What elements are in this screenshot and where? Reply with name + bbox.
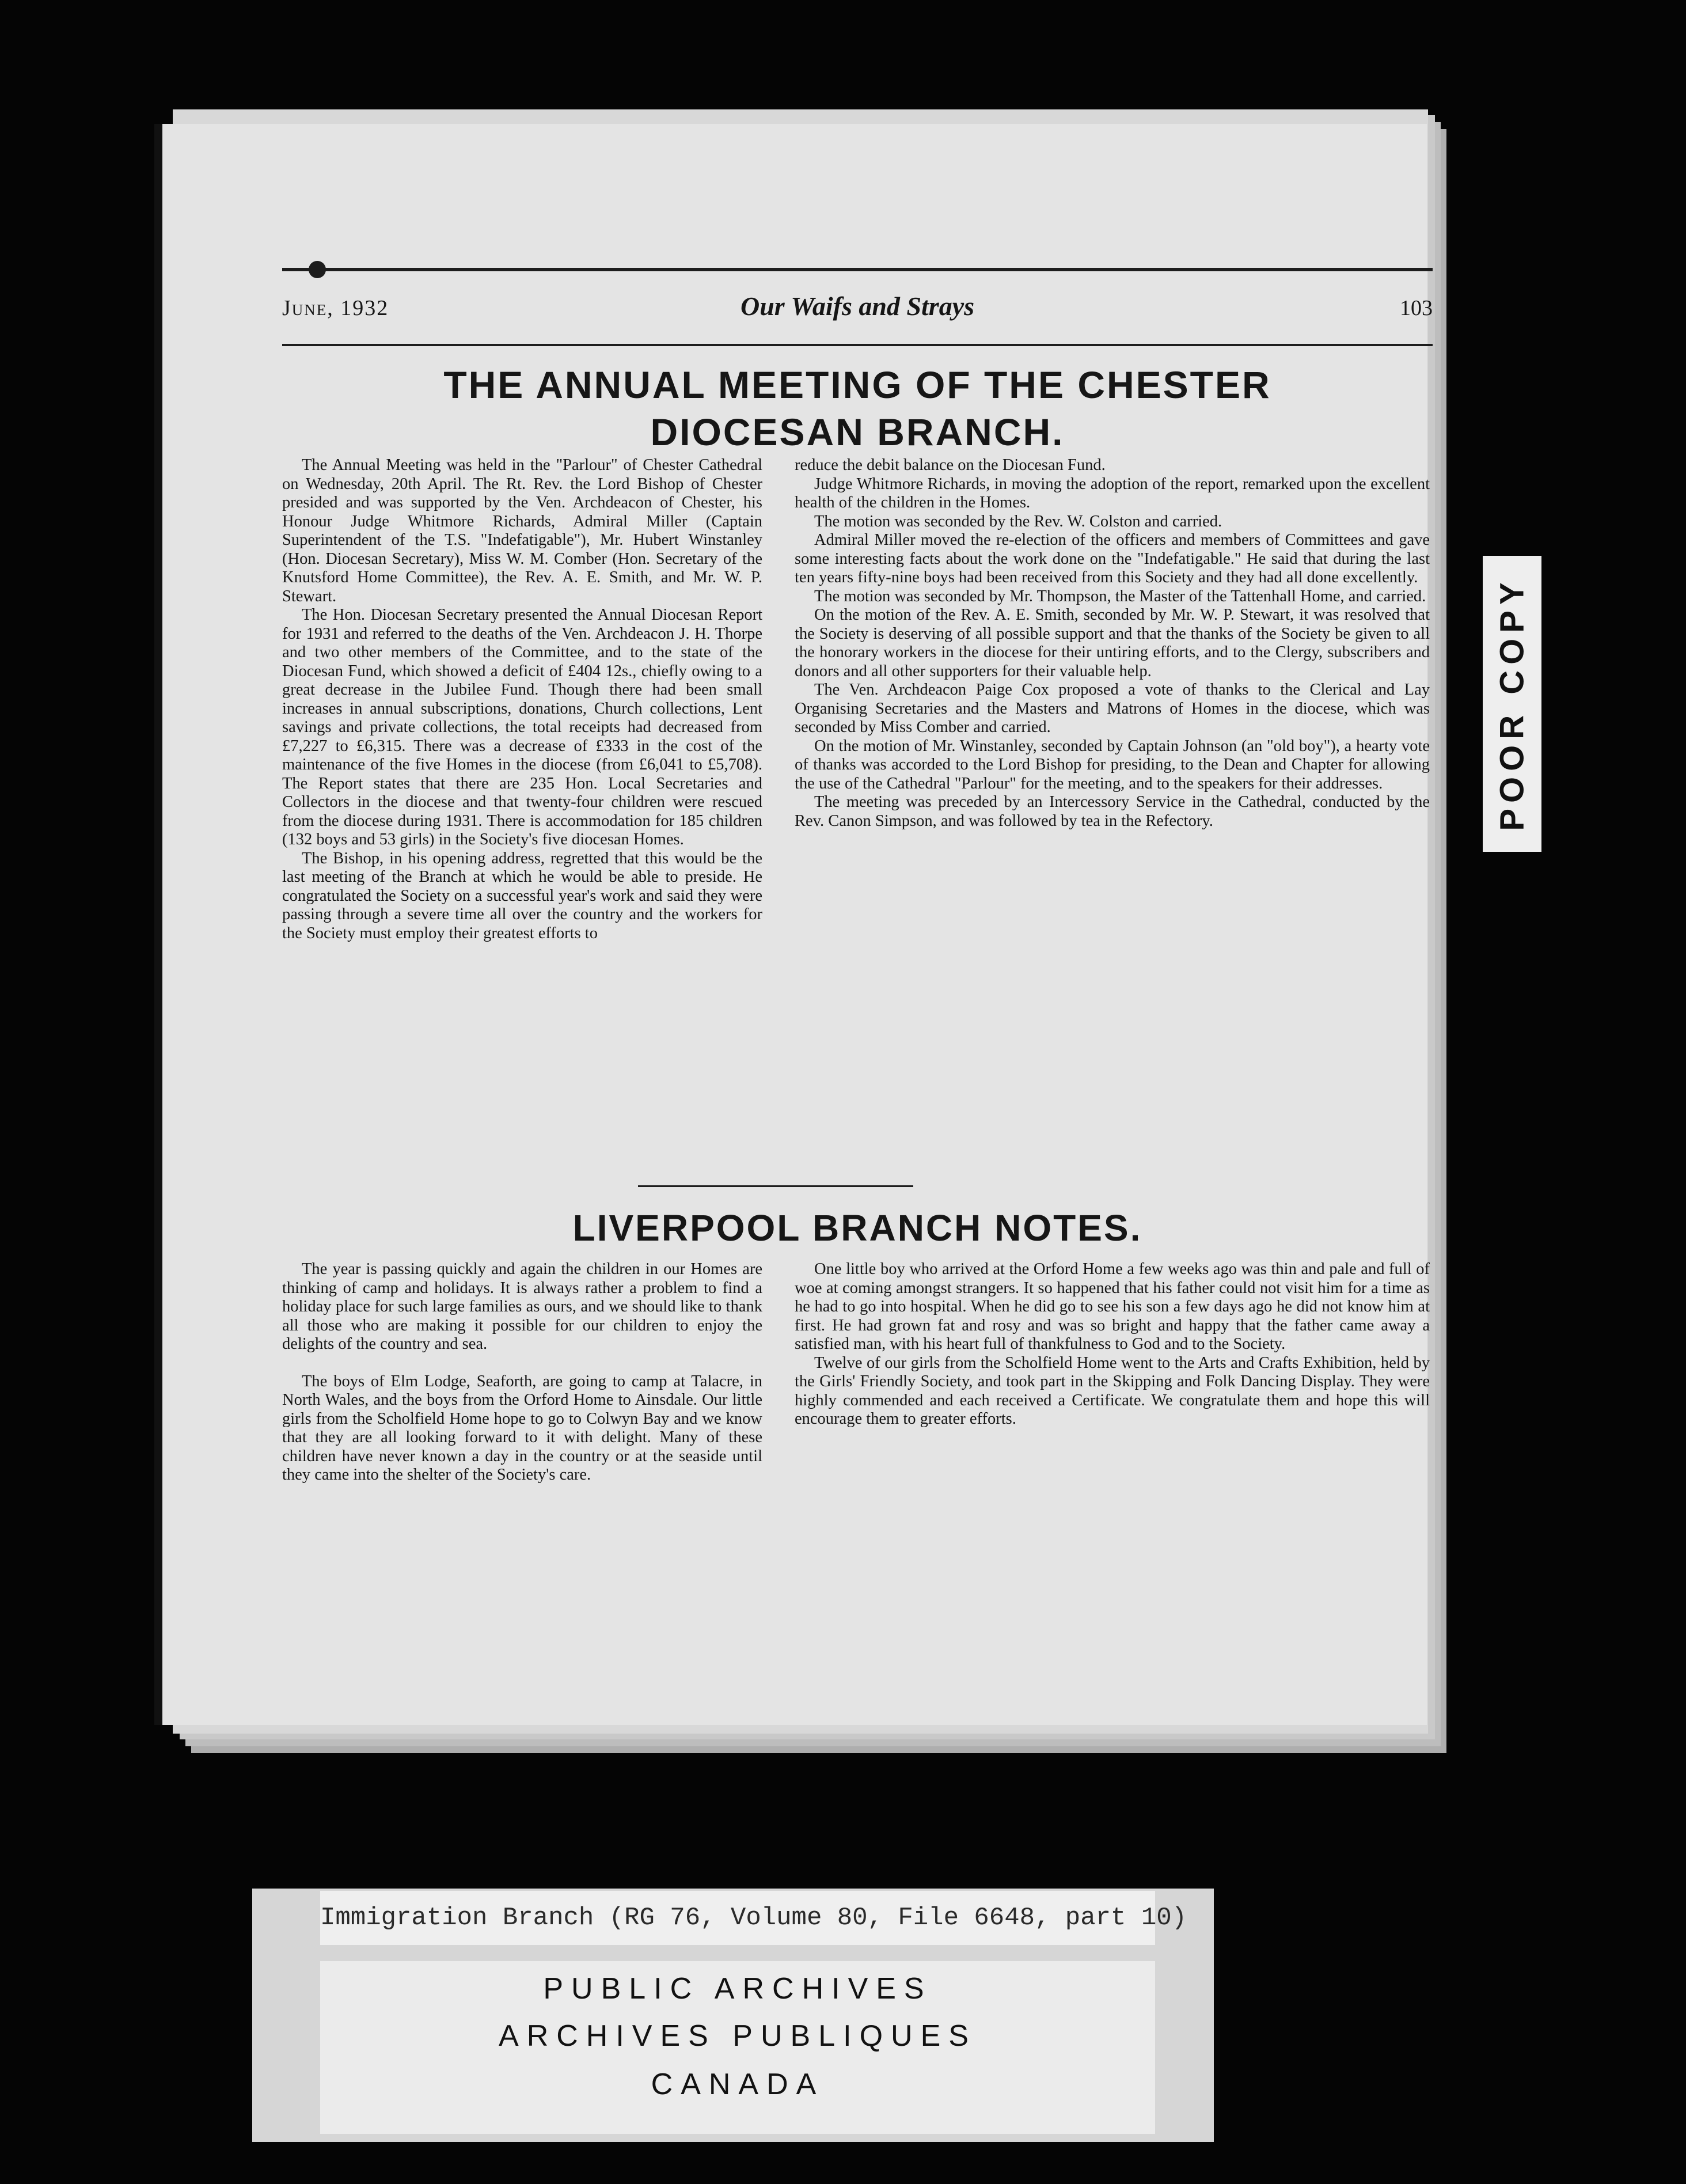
header-rule-bottom — [282, 344, 1433, 346]
archive-reference: Immigration Branch (RG 76, Volume 80, File 6648, part 10) — [320, 1891, 1155, 1945]
paragraph: The motion was seconded by the Rev. W. Colston and carried. — [814, 512, 1222, 530]
paragraph: The Annual Meeting was held in the "Parlour" of Chester Cathedral on Wednesday, 20th April. The Rt. Rev. the Lord Bishop of Chester presided and was supported by the Ven. Archdeacon of Chester, his Honour Judge Whitmore Richards, Admiral Miller (Captain Superintendent of the T.S. "Indefatigable"), Mr. Hubert Winstanley (Hon. Diocesan Secretary), Miss W. M. Comber (Hon. Secretary of the Knutsford Home Committee), the Rev. A. E. Smith, and Mr. W. P. Stewart. — [282, 456, 762, 605]
archive-line-country: CANADA — [651, 2068, 825, 2101]
paragraph: The Ven. Archdeacon Paige Cox proposed a vote of thanks to the Clerical and Lay Organising Secretaries and the Masters and Matrons of Homes in the diocese, which was seconded by Miss Comber and carried. — [795, 681, 1430, 736]
liverpool-column-right — [795, 1260, 1430, 1429]
paragraph: reduce the debit balance on the Diocesan Fund. — [795, 456, 1106, 474]
paragraph: Admiral Miller moved the re-election of the officers and members of Committees and gave some interesting facts about the work done on the "Indefatigable." He said that during the last ten years fifty-nine boys had been received from this Society and they had all done excellently. — [795, 531, 1430, 586]
article-title-liverpool: LIVERPOOL BRANCH NOTES. — [572, 1207, 1142, 1249]
archive-line-french: ARCHIVES PUBLIQUES — [499, 2019, 977, 2053]
publication-title: Our Waifs and Strays — [740, 291, 975, 321]
paragraph: The Hon. Diocesan Secretary presented the Annual Diocesan Report for 1931 and referred to the deaths of the Ven. Archdeacon J. H. Thorpe and two other members of the Committee, and to the state of the Diocesan Fund, which showed a deficit of £404 12s., chiefly owing to a great decrease in the Jubilee Fund. Though there had been small increases in annual subscriptions, donations, Church collections, Lent savings and private collections, the total receipts had decreased from £7,227 to £6,315. There was a decrease of £333 in the cost of the maintenance of the five Homes in the diocese (from £6,041 to £5,708). The Report states that there are 235 Hon. Local Secretaries and Collectors in the diocese and that twenty-four children were rescued from the diocese during 1931. There is accommodation for 185 children (132 boys and 53 girls) in the Society's five diocesan Homes. — [282, 606, 762, 848]
paragraph: One little boy who arrived at the Orford Home a few weeks ago was thin and pale and full of woe at coming amongst strangers. It so happened that his father could not visit him for a time as he had to go into hospital. When he did go to see his son a few days ago he did not know him at first. He had grown fat and rosy and was so bright and happy that the father came away a satisfied man, with his heart full of thankfulness to God and to the Society. — [795, 1260, 1430, 1353]
article-title-chester — [282, 361, 1433, 456]
paragraph: The meeting was preceded by an Intercessory Service in the Cathedral, conducted by the Rev. Canon Simpson, and was followed by tea in the Refectory. — [795, 793, 1430, 830]
article-title-line-2: DIOCESAN BRANCH. — [650, 411, 1065, 453]
paragraph: Twelve of our girls from the Scholfield Home went to the Arts and Crafts Exhibition, held by the Girls' Friendly Society, and took part in the Skipping and Folk Dancing Display. They were highly commended and each received a Certificate. We congratulate them and hope this will encourage them to greater efforts. — [795, 1353, 1430, 1428]
running-head — [282, 291, 1433, 337]
header-ornament-icon — [309, 261, 326, 278]
paragraph: The year is passing quickly and again the children in our Homes are thinking of camp and holidays. It is always rather a problem to find a holiday place for such large families as ours, and we should like to thank all those who are making it possible for our children to enjoy the delights of the country and sea. — [282, 1260, 762, 1353]
paragraph: On the motion of Mr. Winstanley, seconded by Captain Johnson (an "old boy"), a hearty vote of thanks was accorded to the Lord Bishop for presiding, to the Dean and Chapter for allowing the use of the Cathedral "Parlour" for the meeting, and to the speakers for their addresses. — [795, 737, 1430, 793]
page-binding-edge — [154, 124, 162, 1725]
page-number: 103 — [1400, 296, 1433, 320]
document-page — [154, 124, 1433, 1725]
archive-line-english: PUBLIC ARCHIVES — [543, 1972, 932, 2005]
paragraph: Judge Whitmore Richards, in moving the adoption of the report, remarked upon the excellent health of the children in the Homes. — [795, 475, 1430, 511]
paragraph: On the motion of the Rev. A. E. Smith, seconded by Mr. W. P. Stewart, it was resolved that the Society is deserving of all possible support and that the thanks of the Society be given to all the honorary workers in the diocese for their untiring efforts, and to the Clergy, subscribers and donors and all other supporters for their valuable help. — [795, 606, 1430, 680]
paragraph: The motion was seconded by Mr. Thompson, the Master of the Tattenhall Home, and carried. — [814, 587, 1426, 605]
stamp-text: POOR COPY — [1493, 577, 1531, 831]
paragraph: The boys of Elm Lodge, Seaforth, are going to camp at Talacre, in North Wales, and the boys from the Orford Home to Ainsdale. Our little girls from the Scholfield Home hope to go to Colwyn Bay and we know that they are all looking forward to it with delight. Many of these children have never known a day in the country or at the seaside until they came into the shelter of the Society's care. — [282, 1372, 762, 1484]
poor-copy-stamp — [1483, 556, 1541, 852]
header-rule-top — [282, 268, 1433, 271]
issue-date: June, 1932 — [282, 296, 389, 320]
chester-column-left — [282, 456, 762, 943]
article-title-line-1: THE ANNUAL MEETING OF THE CHESTER — [443, 363, 1271, 406]
paragraph: The Bishop, in his opening address, regretted that this would be the last meeting of the Branch at which he would be able to preside. He congratulated the Society on a successful year's work and said they were passing through a severe time all over the country and the workers for the Society must employ their greatest efforts to — [282, 849, 762, 942]
section-divider — [638, 1185, 913, 1187]
chester-column-right — [795, 456, 1430, 831]
archive-label — [320, 1961, 1155, 2134]
liverpool-column-left — [282, 1260, 762, 1485]
